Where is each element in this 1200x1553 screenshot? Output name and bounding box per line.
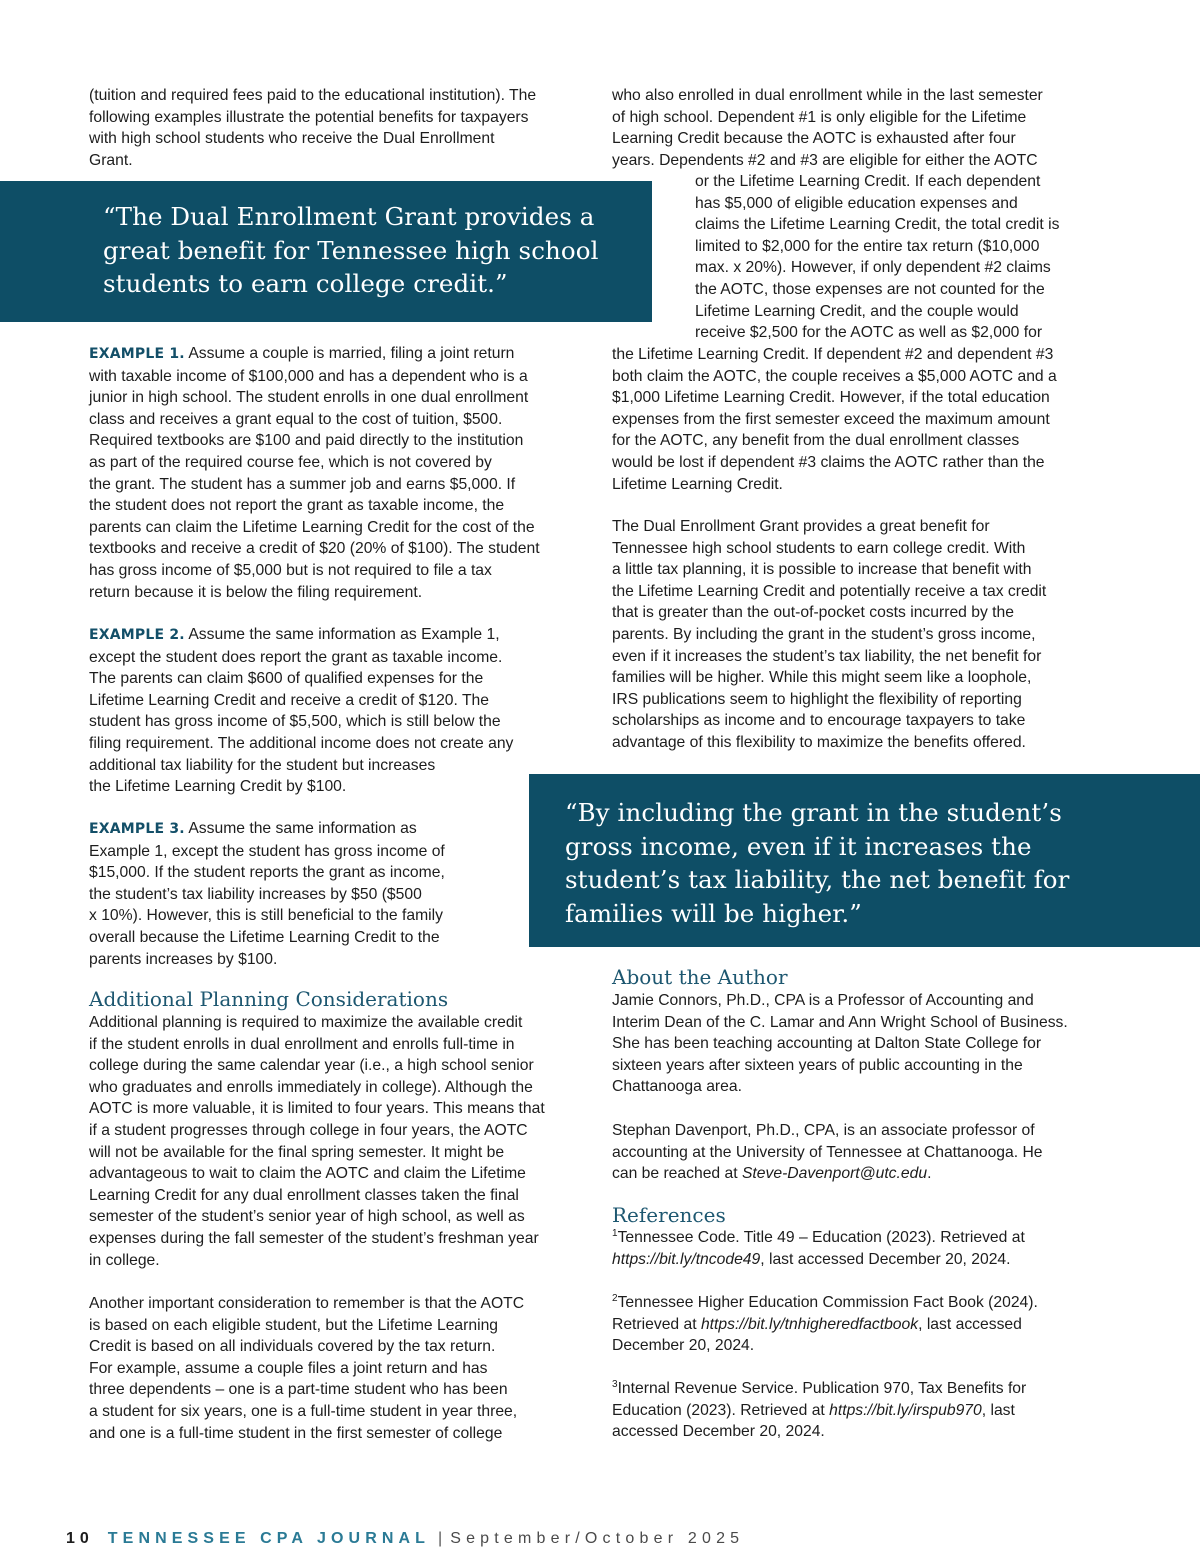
text-line: who also enrolled in dual enrollment while in the last semester (612, 87, 1043, 104)
right-paragraph-1-indented (695, 171, 1059, 344)
text-line: has $5,000 of eligible education expenses and (695, 194, 1018, 212)
author-email-link[interactable]: Steve-Davenport@utc.edu (741, 1165, 928, 1183)
reference-3 (612, 1378, 1026, 1443)
text-line: semester of the student’s senior year of high school, as well as (89, 1208, 525, 1226)
text-line (612, 1314, 1038, 1336)
text-line: AOTC is more valuable, it is limited to four years. This means that (89, 1100, 545, 1118)
text-line: Lifetime Learning Credit. (612, 475, 783, 493)
text-line: for the AOTC, any benefit from the dual enrollment classes (612, 432, 1020, 450)
text-fragment: Tennessee Higher Education Commission Fact Book (2024). (617, 1294, 1038, 1311)
about-author-paragraph-2 (612, 1120, 1043, 1185)
text-line: the Lifetime Learning Credit by $100. (89, 778, 347, 796)
footer-separator: | (438, 1530, 443, 1547)
text-line: Lifetime Learning Credit, and the couple would (695, 302, 1019, 320)
text-line: The parents can claim $600 of qualified expenses for the (89, 670, 484, 688)
text-line: Required textbooks are $100 and paid directly to the institution (89, 432, 524, 450)
text-line: Learning Credit for any dual enrollment classes taken the final (89, 1186, 519, 1204)
text-line: claims the Lifetime Learning Credit, the total credit is (695, 216, 1060, 234)
text-line: Tennessee high school students to earn college credit. With (612, 539, 1026, 557)
quote-line: great benefit for Tennessee high school (103, 235, 599, 265)
text-line: Chattanooga area. (612, 1078, 742, 1096)
text-line: college during the same calendar year (i.e., a high school senior (89, 1057, 534, 1075)
text-line: parents increases by $100. (89, 950, 278, 968)
text-fragment: Education (2023). Retrieved at (612, 1401, 830, 1419)
text-line: Learning Credit because the AOTC is exhausted after four (612, 130, 1016, 148)
text-line: max. x 20%). However, if only dependent #2 claims (695, 259, 1051, 277)
text-line: $1,000 Lifetime Learning Credit. However, if the total education (612, 389, 1050, 407)
footnote-number: 1 (612, 1227, 618, 1239)
reference-1-link[interactable]: https://bit.ly/tncode49 (612, 1250, 761, 1268)
footnote-number: 3 (612, 1378, 618, 1390)
example-1-label: EXAMPLE 1. (89, 346, 185, 362)
text-line: For example, assume a couple files a joint return and has (89, 1359, 488, 1377)
text-line: parents. By including the grant in the student’s gross income, (612, 625, 1036, 643)
text-line: will not be available for the final spring semester. It might be (89, 1143, 505, 1161)
text-line: The Dual Enrollment Grant provides a great benefit for (612, 518, 990, 535)
text-fragment: , last accessed December 20, 2024. (760, 1250, 1011, 1268)
text-fragment: Assume the same information as (188, 820, 417, 837)
intro-paragraph (89, 85, 536, 171)
text-line: advantageous to wait to claim the AOTC and claim the Lifetime (89, 1165, 526, 1183)
text-line: years. Dependents #2 and #3 are eligible for either the AOTC (612, 151, 1038, 169)
text-line: Grant. (89, 151, 133, 169)
text-line: student has gross income of $5,500, which is still below the (89, 713, 501, 731)
text-line: in college. (89, 1251, 160, 1269)
footnote-number: 2 (612, 1292, 618, 1304)
text-line: return because it is below the filing requirement. (89, 583, 423, 601)
reference-2-link[interactable]: https://bit.ly/tnhigheredfactbook (700, 1315, 919, 1333)
text-line: sixteen years after sixteen years of public accounting in the (612, 1056, 1023, 1074)
text-line: She has been teaching accounting at Dalton State College for (612, 1035, 1042, 1053)
example-2-first-line (89, 624, 513, 647)
text-line: scholarships as income and to encourage taxpayers to take (612, 712, 1026, 730)
references-heading: References (612, 1203, 726, 1227)
text-line: the AOTC, those expenses are not counted for the (695, 280, 1045, 298)
text-line: the student’s tax liability increases by $50 ($500 (89, 885, 422, 903)
text-line: a student for six years, one is a full-time student in year three, (89, 1402, 518, 1420)
text-fragment: Tennessee Code. Title 49 – Education (2023). Retrieved at (617, 1229, 1025, 1246)
right-paragraph-2 (612, 516, 1046, 754)
text-line: the Lifetime Learning Credit. If dependent #2 and dependent #3 (612, 346, 1054, 363)
text-fragment: Assume the same information as Example 1, (188, 626, 500, 643)
text-line: with high school students who receive the Dual Enrollment (89, 130, 495, 148)
text-line: has gross income of $5,000 but is not required to file a tax (89, 561, 492, 579)
text-line: Example 1, except the student has gross income of (89, 842, 445, 860)
quote-line: “By including the grant in the student’s (565, 798, 1062, 827)
reference-3-link[interactable]: https://bit.ly/irspub970 (829, 1401, 982, 1419)
text-line: filing requirement. The additional income does not create any (89, 734, 514, 752)
text-line: IRS publications seem to highlight the flexibility of reporting (612, 690, 1022, 708)
text-line: who graduates and enrolls immediately in college). Although the (89, 1078, 533, 1096)
text-line: Another important consideration to remember is that the AOTC (89, 1295, 525, 1312)
planning-paragraph-1 (89, 1012, 545, 1271)
text-line: if the student enrolls in dual enrollment and enrolls full-time in (89, 1035, 515, 1053)
pull-quote-1 (0, 181, 652, 322)
example-3 (89, 818, 445, 970)
example-2-label: EXAMPLE 2. (89, 627, 185, 643)
text-line: Stephan Davenport, Ph.D., CPA, is an associate professor of (612, 1122, 1035, 1139)
text-line: $15,000. If the student reports the grant as income, (89, 864, 445, 882)
pull-quote-2 (529, 774, 1200, 947)
text-line: of high school. Dependent #1 is only eligible for the Lifetime (612, 108, 1027, 126)
text-line: limited to $2,000 for the entire tax return ($10,000 (695, 237, 1040, 255)
text-line: Lifetime Learning Credit and receive a credit of $120. The (89, 691, 489, 709)
right-paragraph-1-bottom (612, 344, 1057, 495)
text-line: the Lifetime Learning Credit and potentially receive a tax credit (612, 582, 1047, 600)
reference-1 (612, 1227, 1025, 1270)
text-line (612, 1292, 1038, 1314)
text-line (612, 1227, 1025, 1249)
text-line: accounting at the University of Tennessee at Chattanooga. He (612, 1143, 1043, 1161)
text-line: class and receives a grant equal to the cost of tuition, $500. (89, 410, 503, 428)
issue-date: September/October 2025 (450, 1530, 745, 1547)
planning-paragraph-2 (89, 1293, 524, 1444)
example-3-label: EXAMPLE 3. (89, 821, 185, 837)
quote-line: gross income, even if it increases the (565, 831, 1032, 861)
quote-line: families will be higher.” (565, 898, 862, 928)
text-line: textbooks and receive a credit of $20 (20% of $100). The student (89, 540, 540, 558)
text-line: (tuition and required fees paid to the educational institution). The (89, 87, 537, 104)
text-line: x 10%). However, this is still beneficial to the family (89, 907, 443, 925)
text-line (612, 1400, 1026, 1422)
text-fragment: can be reached at (612, 1165, 742, 1183)
reference-2 (612, 1292, 1038, 1357)
page-number: 10 (66, 1530, 94, 1547)
quote-line: “The Dual Enrollment Grant provides a (103, 202, 595, 231)
text-line: a little tax planning, it is possible to increase that benefit with (612, 561, 1032, 579)
text-line: if a student progresses through college in four years, the AOTC (89, 1121, 528, 1139)
example-1-first-line (89, 343, 540, 366)
text-line: the student does not report the grant as taxable income, the (89, 497, 505, 515)
text-line: receive $2,500 for the AOTC as well as $2,000 for (695, 324, 1043, 342)
text-line: even if it increases the student’s tax liability, the net benefit for (612, 647, 1042, 665)
text-line (612, 1249, 1025, 1271)
text-line: or the Lifetime Learning Credit. If each dependent (695, 173, 1041, 190)
text-line: and one is a full-time student in the first semester of college (89, 1424, 503, 1442)
example-2 (89, 624, 513, 798)
about-author-paragraph-1 (612, 990, 1068, 1098)
text-line: both claim the AOTC, the couple receives a $5,000 AOTC and a (612, 367, 1057, 385)
text-line: is based on each eligible student, but the Lifetime Learning (89, 1316, 499, 1334)
text-line: that is greater than the out-of-pocket costs incurred by the (612, 604, 1014, 622)
planning-heading: Additional Planning Considerations (89, 987, 449, 1011)
text-fragment: Retrieved at (612, 1315, 701, 1333)
text-fragment: , last accessed (918, 1315, 1022, 1333)
text-line: advantage of this flexibility to maximize the benefits offered. (612, 733, 1026, 751)
about-author-heading: About the Author (612, 965, 788, 989)
text-line (612, 1378, 1026, 1400)
text-line: following examples illustrate the potential benefits for taxpayers (89, 108, 529, 126)
text-fragment: . (927, 1165, 932, 1183)
text-line: overall because the Lifetime Learning Credit to the (89, 928, 440, 946)
journal-name: TENNESSEE CPA JOURNAL (107, 1530, 431, 1547)
example-1 (89, 343, 540, 603)
text-line: additional tax liability for the student but increases (89, 756, 436, 774)
text-line: as part of the required course fee, which is not covered by (89, 453, 492, 471)
right-paragraph-1-top (612, 85, 1043, 171)
text-line: would be lost if dependent #3 claims the AOTC rather than the (612, 453, 1045, 471)
text-line: families will be higher. While this might seem like a loophole, (612, 669, 1032, 687)
text-fragment: Assume a couple is married, filing a joint return (188, 345, 515, 362)
text-fragment: , last (981, 1401, 1015, 1419)
text-line: accessed December 20, 2024. (612, 1423, 825, 1441)
text-fragment: Internal Revenue Service. Publication 970, Tax Benefits for (617, 1380, 1027, 1397)
text-line: except the student does report the grant as taxable income. (89, 648, 503, 666)
text-line: expenses during the fall semester of the student’s freshman year (89, 1229, 539, 1247)
text-line: junior in high school. The student enrolls in one dual enrollment (89, 389, 529, 407)
text-line: December 20, 2024. (612, 1337, 755, 1355)
text-line: Additional planning is required to maximize the available credit (89, 1014, 523, 1031)
page-footer (66, 1529, 744, 1549)
text-line: with taxable income of $100,000 and has a dependent who is a (89, 367, 528, 385)
text-line: expenses from the first semester exceed the maximum amount (612, 410, 1050, 428)
text-line: Jamie Connors, Ph.D., CPA is a Professor of Accounting and (612, 992, 1034, 1009)
text-line: parents can claim the Lifetime Learning Credit for the cost of the (89, 518, 535, 536)
text-line (612, 1163, 1043, 1185)
quote-line: student’s tax liability, the net benefit for (565, 865, 1070, 894)
text-line: the grant. The student has a summer job and earns $5,000. If (89, 475, 516, 493)
text-line: Credit is based on all individuals covered by the tax return. (89, 1338, 496, 1356)
text-line: three dependents – one is a part-time student who has been (89, 1381, 508, 1399)
text-line: Interim Dean of the C. Lamar and Ann Wright School of Business. (612, 1013, 1068, 1031)
quote-line: students to earn college credit.” (103, 269, 508, 298)
example-3-first-line (89, 818, 445, 841)
